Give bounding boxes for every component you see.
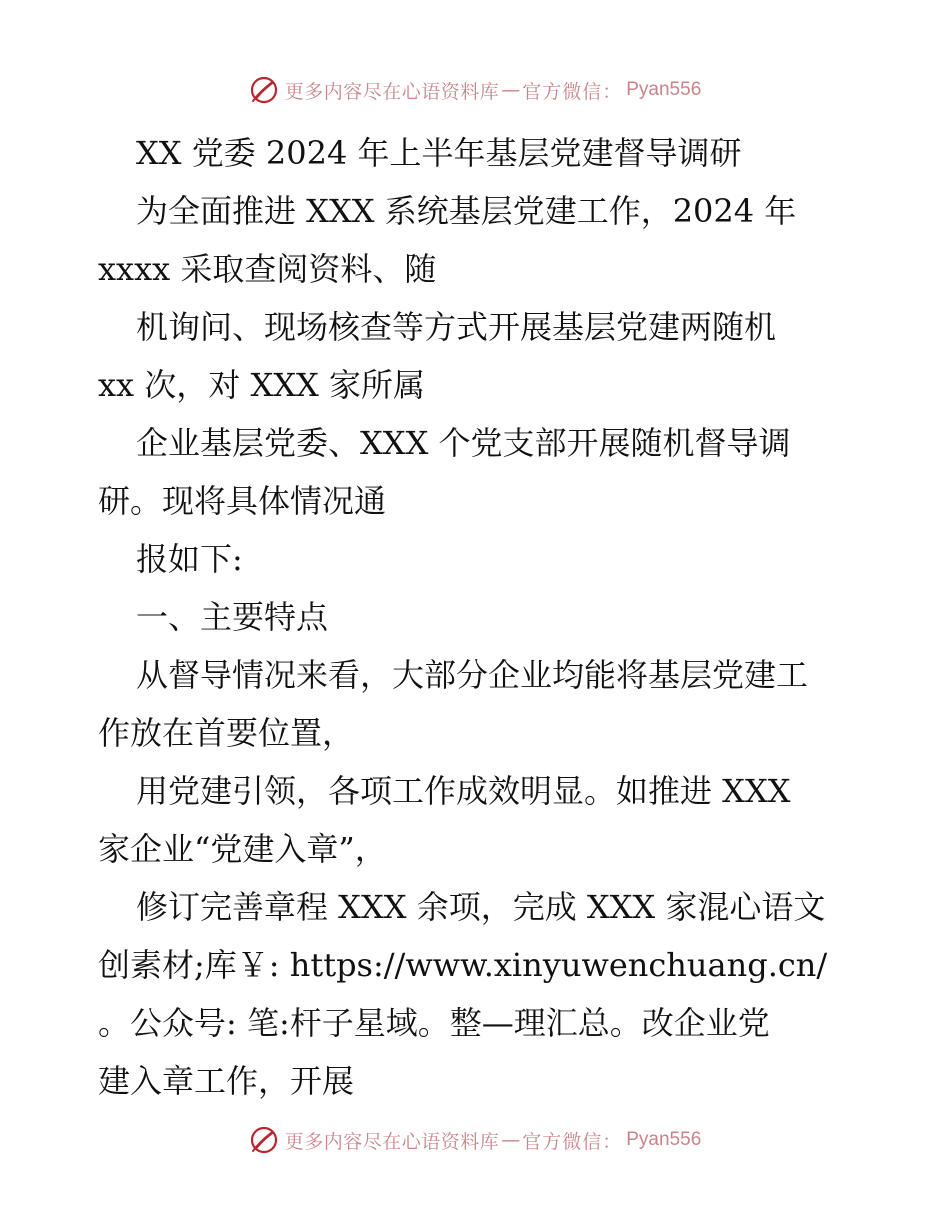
doc-line: 报如下:	[136, 540, 243, 578]
doc-line: 创素材;库￥: https://www.xinyuwenchuang.cn/	[98, 946, 828, 984]
banner-separator: —	[501, 79, 521, 101]
banner-wechat-label: 官方微信：	[522, 1130, 623, 1153]
banner-separator: —	[501, 1129, 521, 1151]
document-body	[98, 124, 858, 1110]
doc-line: 修订完善章程 XXX 余项，完成 XXX 家混心语文	[136, 888, 826, 926]
banner-text: 更多内容尽在心语资料库	[284, 1130, 500, 1153]
banner-wechat-label: 官方微信：	[522, 80, 623, 103]
header-watermark	[0, 70, 950, 110]
doc-line: xx 次，对 XXX 家所属	[98, 366, 425, 404]
doc-line: 机询问、现场核查等方式开展基层党建两随机	[136, 308, 777, 346]
doc-line: 一、主要特点	[136, 598, 329, 636]
banner-wechat-id: Pyan556	[626, 79, 702, 100]
doc-line: 用党建引领，各项工作成效明显。如推进 XXX	[136, 772, 791, 810]
pen-logo-icon	[249, 75, 279, 105]
doc-line: 家企业“党建入章”，	[98, 830, 387, 868]
doc-line: 作放在首要位置，	[98, 714, 355, 752]
doc-line: xxxx 采取查阅资料、随	[98, 250, 437, 288]
doc-line: 研。现将具体情况通	[98, 482, 387, 520]
doc-line: XX 党委 2024 年上半年基层党建督导调研	[136, 134, 742, 172]
footer-watermark	[0, 1120, 950, 1160]
pen-logo-icon	[249, 1125, 279, 1155]
doc-line: 建入章工作，开展	[98, 1062, 355, 1100]
doc-line: 从督导情况来看，大部分企业均能将基层党建工	[136, 656, 809, 694]
banner-text: 更多内容尽在心语资料库	[284, 80, 500, 103]
doc-line: 为全面推进 XXX 系统基层党建工作，2024 年	[136, 192, 797, 230]
doc-line: 。公众号: 笔:杆子星域。整—理汇总。改企业党	[98, 1004, 770, 1042]
doc-line: 企业基层党委、XXX 个党支部开展随机督导调	[136, 424, 791, 462]
banner-wechat-id: Pyan556	[626, 1129, 702, 1150]
